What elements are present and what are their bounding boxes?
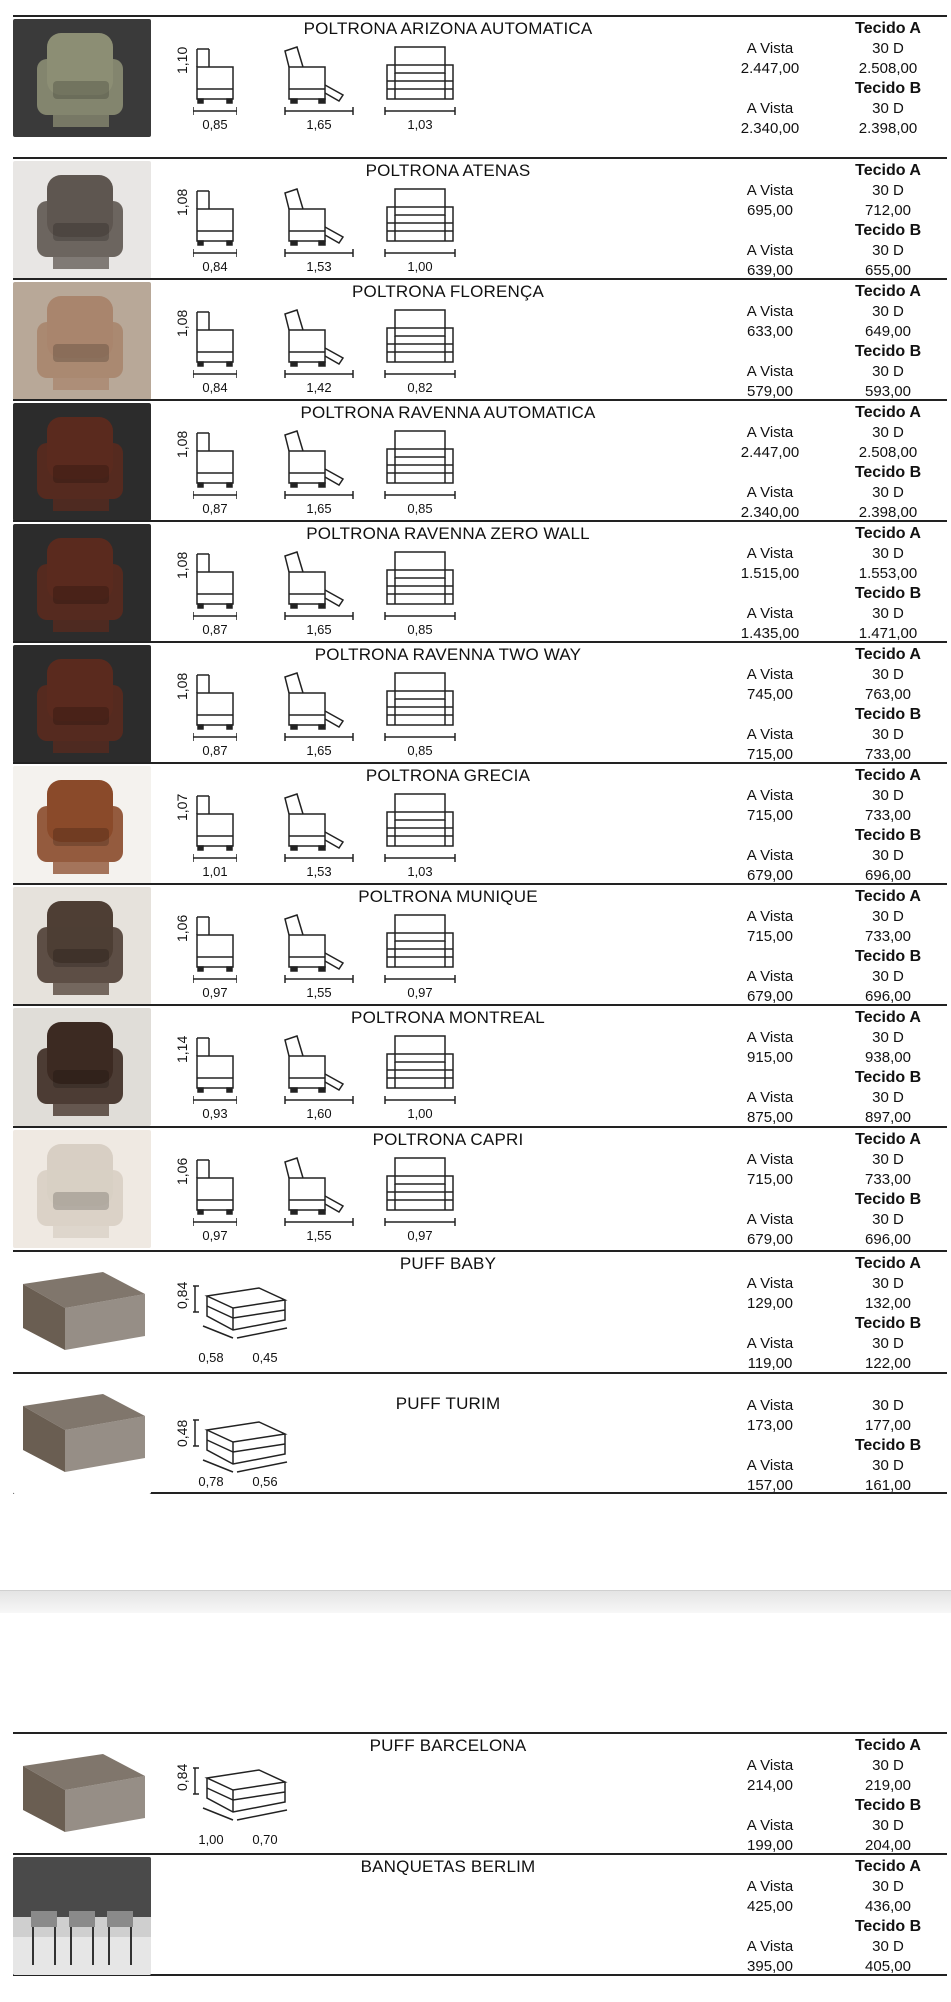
product-photo bbox=[13, 161, 151, 279]
armchair-front-icon bbox=[381, 550, 459, 625]
armchair-reclined-icon bbox=[283, 671, 355, 746]
cash-label: A Vista bbox=[746, 1817, 794, 1834]
armchair-front-icon bbox=[381, 671, 459, 746]
product-row bbox=[13, 883, 947, 1004]
dimension-label: 1,60 bbox=[306, 1106, 332, 1121]
term-label: 30 D bbox=[872, 1878, 904, 1895]
dimension-label: 0,85 bbox=[407, 622, 433, 637]
fabric-a-header: Tecido A bbox=[855, 888, 921, 905]
cash-label: A Vista bbox=[746, 1757, 794, 1774]
fabric-b-term-price: 696,00 bbox=[865, 1231, 911, 1248]
cash-label: A Vista bbox=[746, 1089, 794, 1106]
product-row bbox=[13, 520, 947, 641]
product-photo bbox=[13, 1130, 151, 1248]
cash-label: A Vista bbox=[746, 1335, 794, 1352]
cash-label: A Vista bbox=[746, 787, 794, 804]
cash-label: A Vista bbox=[746, 100, 794, 117]
term-label: 30 D bbox=[872, 363, 904, 380]
term-label: 30 D bbox=[872, 1211, 904, 1228]
product-row bbox=[13, 1126, 947, 1250]
cash-label: A Vista bbox=[746, 1397, 794, 1414]
term-label: 30 D bbox=[872, 847, 904, 864]
dimension-label: 1,00 bbox=[198, 1832, 224, 1847]
height-label: 1,08 bbox=[174, 672, 190, 700]
term-label: 30 D bbox=[872, 605, 904, 622]
height-label: 1,07 bbox=[174, 793, 190, 821]
fabric-b-cash-price: 2.340,00 bbox=[740, 504, 800, 521]
armchair-front-icon bbox=[381, 429, 459, 504]
product-row bbox=[13, 1250, 947, 1372]
product-photo bbox=[13, 887, 151, 1005]
cash-label: A Vista bbox=[746, 605, 794, 622]
fabric-b-cash-price: 875,00 bbox=[747, 1109, 793, 1126]
product-name: POLTRONA MONTREAL bbox=[351, 1008, 545, 1027]
product-photo bbox=[13, 1254, 151, 1372]
cash-label: A Vista bbox=[746, 484, 794, 501]
fabric-b-term-price: 122,00 bbox=[865, 1355, 911, 1372]
fabric-a-term-price: 177,00 bbox=[865, 1417, 911, 1434]
dimension-label: 0,87 bbox=[202, 622, 228, 637]
fabric-b-term-price: 2.398,00 bbox=[858, 504, 918, 521]
term-label: 30 D bbox=[872, 484, 904, 501]
armchair-reclined-icon bbox=[283, 429, 355, 504]
term-label: 30 D bbox=[872, 1335, 904, 1352]
fabric-a-cash-price: 214,00 bbox=[747, 1777, 793, 1794]
fabric-a-term-price: 763,00 bbox=[865, 686, 911, 703]
term-label: 30 D bbox=[872, 100, 904, 117]
product-row bbox=[13, 157, 947, 278]
dimension-label: 1,55 bbox=[306, 985, 332, 1000]
page-break bbox=[0, 1590, 951, 1613]
fabric-b-cash-price: 199,00 bbox=[747, 1837, 793, 1854]
dimension-label: 1,01 bbox=[202, 864, 228, 879]
fabric-b-cash-price: 119,00 bbox=[747, 1355, 793, 1372]
armchair-reclined-icon bbox=[283, 550, 355, 625]
product-name: POLTRONA GRECIA bbox=[365, 766, 531, 785]
product-photo bbox=[13, 524, 151, 642]
armchair-front-icon bbox=[381, 187, 459, 262]
armchair-side-icon bbox=[193, 671, 237, 746]
product-photo bbox=[13, 766, 151, 884]
dimension-label: 0,56 bbox=[252, 1474, 278, 1489]
fabric-b-header: Tecido B bbox=[854, 222, 922, 239]
product-photo bbox=[13, 403, 151, 521]
cash-label: A Vista bbox=[746, 303, 794, 320]
fabric-a-header: Tecido A bbox=[855, 404, 921, 421]
fabric-b-header: Tecido B bbox=[854, 343, 922, 360]
fabric-b-cash-price: 579,00 bbox=[747, 383, 793, 400]
dimension-label: 0,97 bbox=[407, 985, 433, 1000]
fabric-a-header: Tecido A bbox=[855, 162, 921, 179]
armchair-reclined-icon bbox=[283, 187, 355, 262]
cash-label: A Vista bbox=[746, 1275, 794, 1292]
fabric-b-term-price: 696,00 bbox=[865, 988, 911, 1005]
fabric-a-term-price: 219,00 bbox=[865, 1777, 911, 1794]
armchair-side-icon bbox=[193, 429, 237, 504]
pouf-icon bbox=[193, 1764, 293, 1829]
fabric-a-header: Tecido A bbox=[855, 1858, 921, 1875]
armchair-front-icon bbox=[381, 913, 459, 988]
fabric-a-term-price: 733,00 bbox=[865, 928, 911, 945]
fabric-b-header: Tecido B bbox=[854, 80, 922, 97]
armchair-front-icon bbox=[381, 1034, 459, 1109]
fabric-a-cash-price: 633,00 bbox=[747, 323, 793, 340]
fabric-a-header: Tecido A bbox=[855, 1255, 921, 1272]
fabric-a-header: Tecido A bbox=[855, 1737, 921, 1754]
cash-label: A Vista bbox=[746, 182, 794, 199]
dimension-label: 1,42 bbox=[306, 380, 332, 395]
fabric-a-cash-price: 425,00 bbox=[747, 1898, 793, 1915]
product-name: POLTRONA RAVENNA TWO WAY bbox=[314, 645, 582, 664]
cash-label: A Vista bbox=[746, 1938, 794, 1955]
fabric-a-cash-price: 715,00 bbox=[747, 1171, 793, 1188]
cash-label: A Vista bbox=[746, 40, 794, 57]
product-name: POLTRONA MUNIQUE bbox=[358, 887, 538, 906]
cash-label: A Vista bbox=[746, 545, 794, 562]
fabric-a-cash-price: 2.447,00 bbox=[740, 60, 800, 77]
term-label: 30 D bbox=[872, 242, 904, 259]
fabric-b-header: Tecido B bbox=[854, 1191, 922, 1208]
fabric-a-term-price: 132,00 bbox=[865, 1295, 911, 1312]
height-label: 1,08 bbox=[174, 551, 190, 579]
product-row bbox=[13, 399, 947, 520]
product-name: PUFF BABY bbox=[399, 1254, 497, 1273]
term-label: 30 D bbox=[872, 908, 904, 925]
armchair-reclined-icon bbox=[283, 1034, 355, 1109]
pouf-icon bbox=[193, 1282, 293, 1347]
fabric-b-header: Tecido B bbox=[854, 1437, 922, 1454]
product-name: POLTRONA RAVENNA ZERO WALL bbox=[306, 524, 590, 543]
product-row bbox=[13, 1372, 947, 1494]
dimension-label: 0,97 bbox=[202, 985, 228, 1000]
dimension-label: 0,82 bbox=[407, 380, 433, 395]
fabric-b-cash-price: 639,00 bbox=[747, 262, 793, 279]
product-name: POLTRONA ATENAS bbox=[365, 161, 531, 180]
armchair-side-icon bbox=[193, 45, 237, 120]
cash-label: A Vista bbox=[746, 726, 794, 743]
dimension-label: 1,65 bbox=[306, 743, 332, 758]
fabric-b-header: Tecido B bbox=[854, 1797, 922, 1814]
height-label: 0,84 bbox=[174, 1281, 190, 1309]
term-label: 30 D bbox=[872, 545, 904, 562]
fabric-b-cash-price: 395,00 bbox=[747, 1958, 793, 1975]
dimension-label: 1,03 bbox=[407, 864, 433, 879]
height-label: 1,06 bbox=[174, 1157, 190, 1185]
height-label: 1,08 bbox=[174, 309, 190, 337]
armchair-side-icon bbox=[193, 308, 237, 383]
armchair-side-icon bbox=[193, 187, 237, 262]
term-label: 30 D bbox=[872, 1089, 904, 1106]
fabric-b-term-price: 405,00 bbox=[865, 1958, 911, 1975]
fabric-b-cash-price: 679,00 bbox=[747, 988, 793, 1005]
fabric-b-cash-price: 157,00 bbox=[747, 1477, 793, 1494]
fabric-a-cash-price: 915,00 bbox=[747, 1049, 793, 1066]
product-photo bbox=[13, 282, 151, 400]
fabric-b-cash-price: 1.435,00 bbox=[740, 625, 800, 642]
cash-label: A Vista bbox=[746, 1029, 794, 1046]
fabric-a-term-price: 2.508,00 bbox=[858, 444, 918, 461]
fabric-a-term-price: 712,00 bbox=[865, 202, 911, 219]
fabric-b-header: Tecido B bbox=[854, 706, 922, 723]
fabric-b-term-price: 593,00 bbox=[865, 383, 911, 400]
dimension-label: 1,55 bbox=[306, 1228, 332, 1243]
dimension-label: 1,00 bbox=[407, 1106, 433, 1121]
dimension-label: 0,97 bbox=[407, 1228, 433, 1243]
armchair-front-icon bbox=[381, 45, 459, 120]
term-label: 30 D bbox=[872, 787, 904, 804]
fabric-a-header: Tecido A bbox=[855, 20, 921, 37]
fabric-b-header: Tecido B bbox=[854, 1315, 922, 1332]
term-label: 30 D bbox=[872, 424, 904, 441]
cash-label: A Vista bbox=[746, 363, 794, 380]
product-row bbox=[13, 15, 947, 157]
fabric-a-header: Tecido A bbox=[855, 525, 921, 542]
term-label: 30 D bbox=[872, 1029, 904, 1046]
dimension-label: 0,87 bbox=[202, 501, 228, 516]
fabric-a-term-price: 1.553,00 bbox=[858, 565, 918, 582]
fabric-a-header: Tecido A bbox=[855, 767, 921, 784]
product-photo bbox=[13, 1736, 151, 1854]
dimension-label: 0,97 bbox=[202, 1228, 228, 1243]
height-label: 1,14 bbox=[174, 1035, 190, 1063]
cash-label: A Vista bbox=[746, 1878, 794, 1895]
fabric-a-header: Tecido A bbox=[855, 1009, 921, 1026]
term-label: 30 D bbox=[872, 1457, 904, 1474]
product-row bbox=[13, 278, 947, 399]
fabric-a-cash-price: 695,00 bbox=[747, 202, 793, 219]
term-label: 30 D bbox=[872, 968, 904, 985]
armchair-side-icon bbox=[193, 1156, 237, 1231]
height-label: 0,84 bbox=[174, 1763, 190, 1791]
cash-label: A Vista bbox=[746, 242, 794, 259]
armchair-side-icon bbox=[193, 792, 237, 867]
cash-label: A Vista bbox=[746, 847, 794, 864]
cash-label: A Vista bbox=[746, 1151, 794, 1168]
fabric-b-term-price: 161,00 bbox=[865, 1477, 911, 1494]
fabric-a-term-price: 938,00 bbox=[865, 1049, 911, 1066]
height-label: 1,08 bbox=[174, 188, 190, 216]
dimension-label: 0,70 bbox=[252, 1832, 278, 1847]
term-label: 30 D bbox=[872, 1757, 904, 1774]
fabric-b-header: Tecido B bbox=[854, 585, 922, 602]
dimension-label: 0,85 bbox=[407, 501, 433, 516]
dimension-label: 0,84 bbox=[202, 259, 228, 274]
term-label: 30 D bbox=[872, 182, 904, 199]
dimension-label: 0,85 bbox=[202, 117, 228, 132]
fabric-b-cash-price: 2.340,00 bbox=[740, 120, 800, 137]
dimension-label: 0,84 bbox=[202, 380, 228, 395]
armchair-reclined-icon bbox=[283, 45, 355, 120]
product-name: POLTRONA FLORENÇA bbox=[351, 282, 544, 301]
product-name: BANQUETAS BERLIM bbox=[360, 1857, 536, 1876]
fabric-b-header: Tecido B bbox=[854, 948, 922, 965]
product-name: POLTRONA ARIZONA AUTOMATICA bbox=[303, 19, 593, 38]
dimension-label: 0,85 bbox=[407, 743, 433, 758]
cash-label: A Vista bbox=[746, 1211, 794, 1228]
term-label: 30 D bbox=[872, 666, 904, 683]
term-label: 30 D bbox=[872, 1397, 904, 1414]
dimension-label: 1,65 bbox=[306, 501, 332, 516]
fabric-b-header: Tecido B bbox=[854, 1069, 922, 1086]
product-name: POLTRONA CAPRI bbox=[372, 1130, 524, 1149]
product-name: POLTRONA RAVENNA AUTOMATICA bbox=[300, 403, 596, 422]
product-row bbox=[13, 1732, 947, 1853]
dimension-label: 1,65 bbox=[306, 622, 332, 637]
armchair-side-icon bbox=[193, 913, 237, 988]
fabric-a-term-price: 733,00 bbox=[865, 807, 911, 824]
fabric-b-term-price: 696,00 bbox=[865, 867, 911, 884]
armchair-reclined-icon bbox=[283, 308, 355, 383]
armchair-front-icon bbox=[381, 308, 459, 383]
fabric-a-term-price: 733,00 bbox=[865, 1171, 911, 1188]
cash-label: A Vista bbox=[746, 968, 794, 985]
product-photo bbox=[13, 645, 151, 763]
dimension-label: 0,45 bbox=[252, 1350, 278, 1365]
fabric-b-header: Tecido B bbox=[854, 1918, 922, 1935]
term-label: 30 D bbox=[872, 1275, 904, 1292]
height-label: 1,08 bbox=[174, 430, 190, 458]
fabric-b-term-price: 733,00 bbox=[865, 746, 911, 763]
fabric-b-term-price: 897,00 bbox=[865, 1109, 911, 1126]
fabric-a-cash-price: 745,00 bbox=[747, 686, 793, 703]
pouf-icon bbox=[193, 1416, 293, 1481]
term-label: 30 D bbox=[872, 1151, 904, 1168]
product-photo bbox=[13, 19, 151, 137]
dimension-label: 0,93 bbox=[202, 1106, 228, 1121]
cash-label: A Vista bbox=[746, 1457, 794, 1474]
dimension-label: 1,53 bbox=[306, 259, 332, 274]
product-row bbox=[13, 762, 947, 883]
armchair-front-icon bbox=[381, 1156, 459, 1231]
height-label: 1,06 bbox=[174, 914, 190, 942]
fabric-b-term-price: 1.471,00 bbox=[858, 625, 918, 642]
fabric-a-header: Tecido A bbox=[855, 283, 921, 300]
product-photo bbox=[13, 1857, 151, 1975]
fabric-b-term-price: 2.398,00 bbox=[858, 120, 918, 137]
cash-label: A Vista bbox=[746, 908, 794, 925]
product-row bbox=[13, 641, 947, 762]
term-label: 30 D bbox=[872, 1938, 904, 1955]
product-row bbox=[13, 1004, 947, 1126]
fabric-b-header: Tecido B bbox=[854, 827, 922, 844]
fabric-a-cash-price: 129,00 bbox=[747, 1295, 793, 1312]
product-photo bbox=[13, 1376, 151, 1494]
dimension-label: 1,03 bbox=[407, 117, 433, 132]
dimension-label: 1,53 bbox=[306, 864, 332, 879]
fabric-a-cash-price: 2.447,00 bbox=[740, 444, 800, 461]
dimension-label: 0,78 bbox=[198, 1474, 224, 1489]
height-label: 0,48 bbox=[174, 1419, 190, 1447]
fabric-a-cash-price: 715,00 bbox=[747, 928, 793, 945]
dimension-label: 1,65 bbox=[306, 117, 332, 132]
height-label: 1,10 bbox=[174, 46, 190, 74]
term-label: 30 D bbox=[872, 726, 904, 743]
fabric-a-term-price: 436,00 bbox=[865, 1898, 911, 1915]
dimension-label: 0,58 bbox=[198, 1350, 224, 1365]
armchair-side-icon bbox=[193, 1034, 237, 1109]
dimension-label: 0,87 bbox=[202, 743, 228, 758]
cash-label: A Vista bbox=[746, 666, 794, 683]
product-name: PUFF TURIM bbox=[395, 1394, 501, 1413]
product-row bbox=[13, 1853, 947, 1976]
dimension-label: 1,00 bbox=[407, 259, 433, 274]
armchair-reclined-icon bbox=[283, 1156, 355, 1231]
fabric-a-header: Tecido A bbox=[855, 1131, 921, 1148]
armchair-reclined-icon bbox=[283, 913, 355, 988]
fabric-a-header: Tecido A bbox=[855, 646, 921, 663]
fabric-a-cash-price: 173,00 bbox=[747, 1417, 793, 1434]
term-label: 30 D bbox=[872, 40, 904, 57]
term-label: 30 D bbox=[872, 303, 904, 320]
fabric-b-term-price: 204,00 bbox=[865, 1837, 911, 1854]
armchair-front-icon bbox=[381, 792, 459, 867]
cash-label: A Vista bbox=[746, 424, 794, 441]
armchair-side-icon bbox=[193, 550, 237, 625]
fabric-a-cash-price: 1.515,00 bbox=[740, 565, 800, 582]
term-label: 30 D bbox=[872, 1817, 904, 1834]
fabric-b-term-price: 655,00 bbox=[865, 262, 911, 279]
fabric-a-term-price: 2.508,00 bbox=[858, 60, 918, 77]
fabric-a-term-price: 649,00 bbox=[865, 323, 911, 340]
fabric-a-cash-price: 715,00 bbox=[747, 807, 793, 824]
fabric-b-cash-price: 715,00 bbox=[747, 746, 793, 763]
fabric-b-cash-price: 679,00 bbox=[747, 867, 793, 884]
fabric-b-header: Tecido B bbox=[854, 464, 922, 481]
fabric-b-cash-price: 679,00 bbox=[747, 1231, 793, 1248]
armchair-reclined-icon bbox=[283, 792, 355, 867]
product-photo bbox=[13, 1008, 151, 1126]
product-name: PUFF BARCELONA bbox=[369, 1736, 527, 1755]
